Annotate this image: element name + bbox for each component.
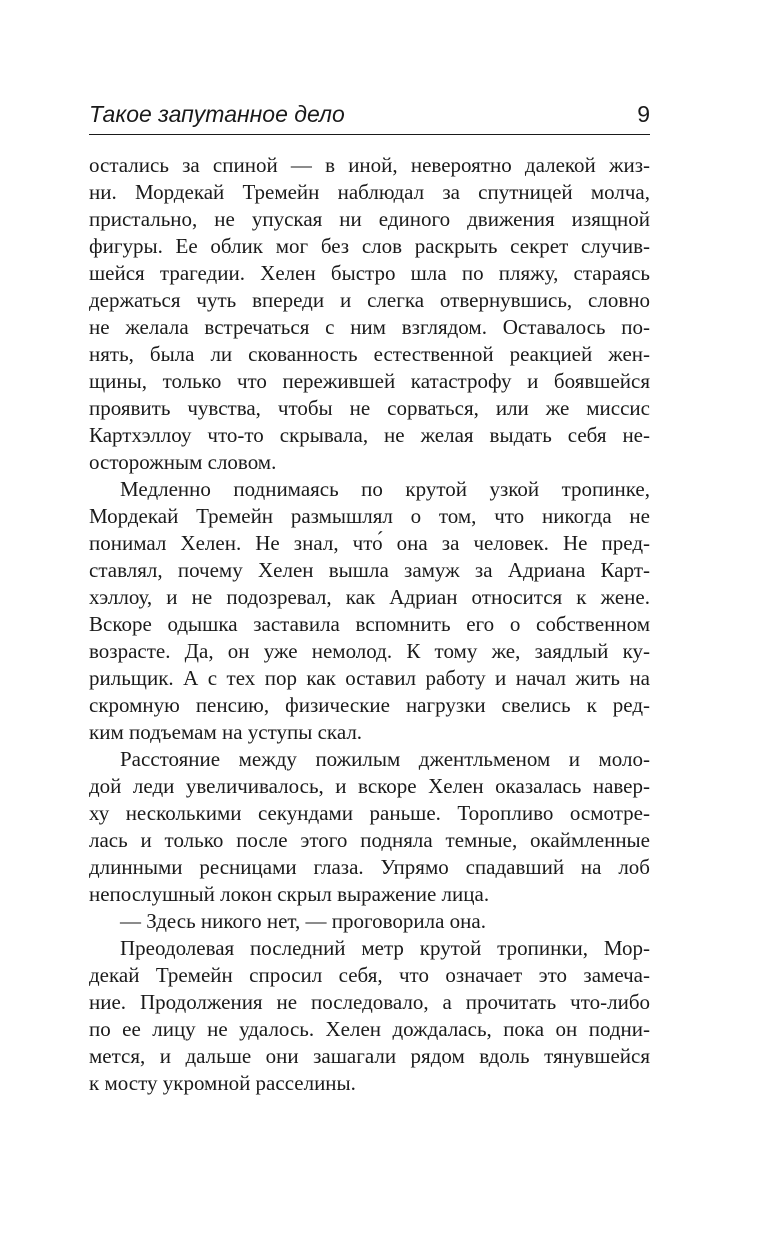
text-line: фигуры. Ее облик мог без слов раскрыть секрет случив- [89,234,650,258]
text-line: длинными ресницами глаза. Упрямо спадавший на лоб [89,855,650,879]
text-line: лась и только после этого подняла темные, окаймленные [89,828,650,852]
text-line: держаться чуть впереди и слегка отвернувшись, словно [89,288,650,312]
text-line: шейся трагедии. Хелен быстро шла по пляжу, стараясь [89,261,650,285]
body-text [89,152,650,1097]
text-line: остались за спиной — в иной, невероятно далекой жиз- [89,153,650,177]
text-line: пристально, не упуская ни единого движения изящной [89,207,650,231]
text-line: ким подъемам на уступы скал. [89,720,363,744]
text-line: проявить чувства, чтобы не сорваться, или же миссис [89,396,650,420]
text-line: не желала встречаться с ним взглядом. Оставалось по- [89,315,650,339]
text-line: ху несколькими секундами раньше. Торопливо осмотре- [89,801,650,825]
text-line: осторожным словом. [89,450,277,474]
text-line: рильщик. А с тех пор как оставил работу и начал жить на [89,666,650,690]
text-line: по ее лицу не удалось. Хелен дождалась, пока он подни- [89,1017,650,1041]
text-line: щины, только что пережившей катастрофу и боявшейся [89,369,650,393]
text-line: ставлял, почему Хелен вышла замуж за Адриана Карт- [89,558,650,582]
text-line: — Здесь никого нет, — проговорила она. [120,909,486,933]
text-line: непослушный локон скрыл выражение лица. [89,882,490,906]
text-line: скромную пенсию, физические нагрузки свелись к ред- [89,693,650,717]
text-line: хэллоу, и не подозревал, как Адриан относится к жене. [89,585,650,609]
text-line: к мосту укромной расселины. [89,1071,356,1095]
text-line: Картхэллоу что-то скрывала, не желая выдать себя не- [89,423,650,447]
text-line: Мордекай Тремейн размышлял о том, что никогда не [89,504,650,528]
running-head [89,98,650,135]
text-line: Вскоре одышка заставила вспомнить его о собственном [89,612,650,636]
page-number: 9 [637,101,650,127]
text-line: мется, и дальше они зашагали рядом вдоль тянувшейся [89,1044,650,1068]
text-line: Медленно поднимаясь по крутой узкой тропинке, [120,477,650,501]
text-line: понимал Хелен. Не знал, что́ она за человек. Не пред- [89,531,650,555]
text-line: Расстояние между пожилым джентльменом и моло- [120,747,650,771]
text-line: возрасте. Да, он уже немолод. К тому же, заядлый ку- [89,639,650,663]
text-line: декай Тремейн спросил себя, что означает это замеча- [89,963,650,987]
text-line: Преодолевая последний метр крутой тропинки, Мор- [120,936,650,960]
text-line: ние. Продолжения не последовало, а прочитать что-либо [89,990,650,1014]
text-line: нять, была ли скованность естественной реакцией жен- [89,342,650,366]
running-title: Такое запутанное дело [89,101,345,127]
text-line: ни. Мордекай Тремейн наблюдал за спутницей молча, [89,180,650,204]
text-line: дой леди увеличивалось, и вскоре Хелен оказалась навер- [89,774,650,798]
